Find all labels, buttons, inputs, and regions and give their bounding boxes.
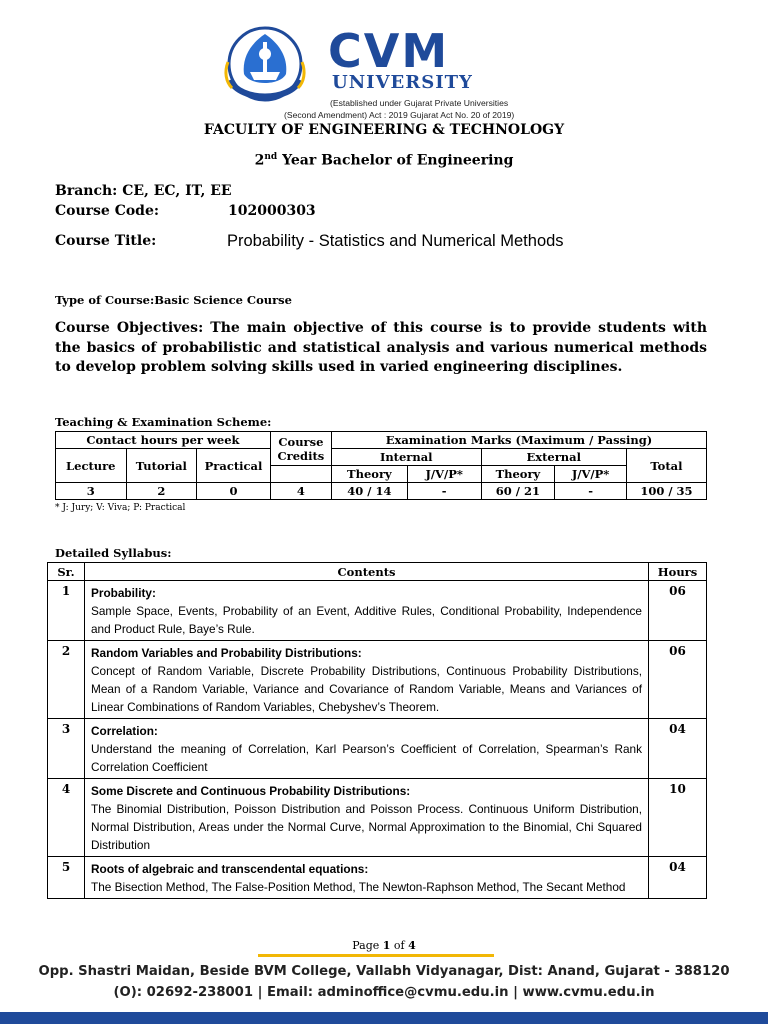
logo-name: CVM <box>328 24 450 78</box>
syllabus-row <box>48 581 707 641</box>
external-theory-value: 60 / 21 <box>481 483 555 500</box>
unit-contents <box>85 779 649 857</box>
unit-description: The Binomial Distribution, Poisson Distribution and Poisson Process. Continuous Uniform Distribution, Normal Distribution, Areas under the Normal Curve, Normal Approximation to the Binomial, Chi Squared Distribution <box>91 802 642 852</box>
syllabus-row <box>48 857 707 899</box>
course-code-value: 102000303 <box>228 203 316 219</box>
unit-title: Random Variables and Probability Distributions: <box>91 646 362 660</box>
unit-contents <box>85 641 649 719</box>
university-emblem-icon <box>220 22 310 112</box>
unit-contents <box>85 857 649 899</box>
syllabus-row <box>48 719 707 779</box>
external-jvp-value: - <box>555 483 627 500</box>
unit-hours: 04 <box>649 857 707 899</box>
page-prefix: Page <box>352 939 383 952</box>
unit-title: Probability: <box>91 586 156 600</box>
unit-title: Some Discrete and Continuous Probability Distributions: <box>91 784 411 798</box>
unit-number: 4 <box>48 779 85 857</box>
lecture-value: 3 <box>56 483 127 500</box>
year-number: 2 <box>254 152 265 169</box>
syllabus-row <box>48 779 707 857</box>
total-value: 100 / 35 <box>626 483 706 500</box>
external-header: External <box>481 449 626 466</box>
internal-jvp-header: J/V/P* <box>407 466 481 483</box>
hours-header: Hours <box>649 563 707 581</box>
logo-subtitle-1: (Established under Gujarat Private Universities <box>330 98 509 108</box>
page-of: of <box>390 939 409 952</box>
syllabus-table <box>47 562 707 899</box>
year-heading <box>0 152 768 169</box>
year-text: Year Bachelor of Engineering <box>277 152 514 169</box>
logo-subtitle-2: (Second Amendment) Act : 2019 Gujarat Act No. 20 of 2019) <box>284 110 515 120</box>
total-header: Total <box>626 449 706 483</box>
credits-value: 4 <box>270 483 331 500</box>
practical-value: 0 <box>197 483 271 500</box>
footer-bar <box>0 1012 768 1024</box>
practical-header: Practical <box>197 449 271 483</box>
scheme-footnote: * J: Jury; V: Viva; P: Practical <box>55 503 186 513</box>
unit-description: The Bisection Method, The False-Position Method, The Newton-Raphson Method, The Secant Method <box>91 880 626 894</box>
page-total: 4 <box>408 939 416 952</box>
university-logo <box>220 18 520 118</box>
unit-hours: 10 <box>649 779 707 857</box>
internal-jvp-value: - <box>407 483 481 500</box>
external-jvp-header: J/V/P* <box>555 466 627 483</box>
lecture-header: Lecture <box>56 449 127 483</box>
unit-hours: 06 <box>649 641 707 719</box>
unit-hours: 04 <box>649 719 707 779</box>
contents-header: Contents <box>85 563 649 581</box>
internal-theory-header: Theory <box>331 466 407 483</box>
unit-number: 3 <box>48 719 85 779</box>
logo-university: UNIVERSITY <box>332 72 473 93</box>
exam-marks-header: Examination Marks (Maximum / Passing) <box>331 432 706 449</box>
unit-contents <box>85 719 649 779</box>
footer-address: Opp. Shastri Maidan, Beside BVM College, Vallabh Vidyanagar, Dist: Anand, Gujarat - 388120 <box>38 964 730 979</box>
unit-description: Sample Space, Events, Probability of an Event, Additive Rules, Conditional Probability, Independence and Product Rule, Baye’s Rule. <box>91 604 642 636</box>
page-current: 1 <box>382 939 391 952</box>
scheme-heading: Teaching & Examination Scheme: <box>55 415 272 429</box>
syllabus-row <box>48 641 707 719</box>
external-theory-header: Theory <box>481 466 555 483</box>
unit-title: Correlation: <box>91 724 158 738</box>
syllabus-rows <box>48 581 707 899</box>
teaching-scheme-table <box>55 431 707 500</box>
internal-header: Internal <box>331 449 481 466</box>
branch-line: Branch: CE, EC, IT, EE <box>55 183 232 199</box>
course-type: Type of Course:Basic Science Course <box>55 293 292 307</box>
unit-hours: 06 <box>649 581 707 641</box>
course-credits-header: Course Credits <box>270 432 331 466</box>
footer-accent-line <box>258 954 494 957</box>
year-suffix: nd <box>264 152 278 162</box>
page-number <box>0 939 768 952</box>
unit-number: 5 <box>48 857 85 899</box>
course-title-label: Course Title: <box>55 233 157 249</box>
contact-hours-header: Contact hours per week <box>56 432 271 449</box>
tutorial-value: 2 <box>126 483 197 500</box>
unit-description: Understand the meaning of Correlation, Karl Pearson’s Coefficient of Correlation, Spearman’s Rank Correlation Coefficient <box>91 742 642 774</box>
footer-contact: (O): 02692-238001 | Email: adminoffice@cvmu.edu.in | www.cvmu.edu.in <box>113 985 655 1000</box>
course-title-value: Probability - Statistics and Numerical Methods <box>227 232 564 250</box>
unit-number: 2 <box>48 641 85 719</box>
syllabus-heading: Detailed Syllabus: <box>55 546 172 560</box>
unit-number: 1 <box>48 581 85 641</box>
course-objectives: Course Objectives: The main objective of this course is to provide students with the basics of probabilistic and statistical analysis and various numerical methods to develop problem solving skills used in varied engineering disciplines. <box>55 320 707 375</box>
unit-title: Roots of algebraic and transcendental equations: <box>91 862 369 876</box>
internal-theory-value: 40 / 14 <box>331 483 407 500</box>
course-code-label: Course Code: <box>55 203 160 219</box>
unit-contents <box>85 581 649 641</box>
faculty-heading: FACULTY OF ENGINEERING & TECHNOLOGY <box>203 122 565 138</box>
unit-description: Concept of Random Variable, Discrete Probability Distributions, Continuous Probability Distributions, Mean of a Random Variable, Variance and Covariance of Random Variable, Means and Variances of Linear Combinations of Random Variables, Chebyshev’s Theorem. <box>91 664 642 714</box>
tutorial-header: Tutorial <box>126 449 197 483</box>
sr-header: Sr. <box>48 563 85 581</box>
